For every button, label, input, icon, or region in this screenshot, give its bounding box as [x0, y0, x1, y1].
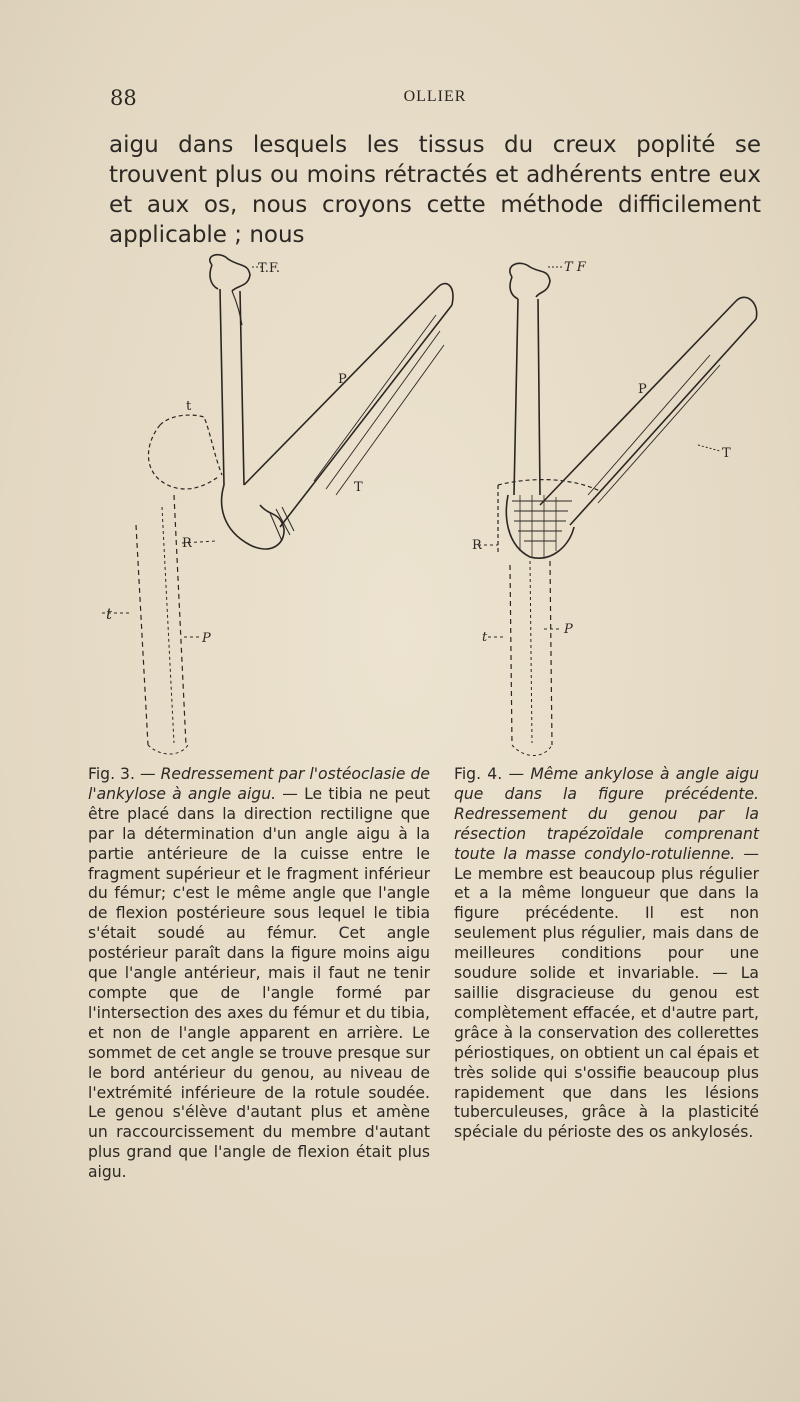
running-title: OLLIER	[403, 88, 467, 105]
fig4-caption-title: Même ankylose à angle aigu que dans la figure précédente. Redressement du genou par la résection trapézoïdale comprenant toute la masse condylo-rotulienne.	[454, 765, 759, 863]
fig3-label-t-upper: T	[354, 480, 363, 495]
fig3-label-p-lower: P	[202, 631, 211, 646]
anatomical-figures	[100, 245, 770, 765]
figure-4-illustration	[478, 263, 757, 755]
page-number: 88	[110, 86, 137, 110]
figure-4-labels	[472, 260, 731, 645]
fig4-caption-text: — Le membre est beaucoup plus régulier et a la même longueur que dans la figure précédente. Il est non seulement plus régulier, mais dans de meilleures conditions pour une soudure solide et invariable. — La saillie disgracieuse du genou est complètement effacée, et d'autre part, grâce à la conservation des collerettes périostiques, on obtient un cal épais et très solide qui s'ossifie beaucoup plus rapidement que dans les lésions tuberculeuses, grâce à la plasticité spéciale du périoste des os ankylosés.	[454, 844, 759, 1142]
figure-3-illustration	[100, 255, 453, 754]
body-paragraph: aigu dans lesquels les tissus du creux poplité se trouvent plus ou moins rétractés et adhérents entre eux et aux os, nous croyons cette méthode difficilement applicable ; nous	[109, 132, 761, 248]
fig4-label-tf: T F	[564, 260, 586, 275]
fig4-caption-label: Fig. 4. —	[454, 765, 531, 783]
figure-3-caption	[88, 765, 430, 1183]
fig4-label-r: R	[472, 538, 482, 553]
fig3-label-t-small: t	[186, 399, 192, 414]
fig3-caption-title: Redressement par l'ostéoclasie de l'ankylose à angle aigu.	[88, 765, 430, 803]
running-head	[110, 86, 760, 112]
fig4-label-p-lower: P	[564, 622, 573, 637]
fig3-label-r: R	[182, 536, 192, 551]
fig3-caption-text: — Le tibia ne peut être placé dans la direction rectiligne que par la détermination d'un angle aigu à la partie antérieure de la cuisse entre le fragment supérieur et le fragment inférieur du fémur; c'est le même angle que l'angle de flexion postérieure sous lequel le tibia s'était soudé au fémur. Cet angle postérieur paraît dans la figure moins aigu que l'angle antérieur, mais il faut ne tenir compte que de l'angle formé par l'intersection des axes du fémur et du tibia, et non de l'angle apparent en arrière. Le sommet de cet angle se trouve presque sur le bord antérieur du genou, au niveau de l'extrémité inférieure de la rotule soudée. Le genou s'élève d'autant plus et amène un raccourcissement du membre d'autant plus grand que l'angle de flexion était plus aigu.	[88, 784, 430, 1182]
fig3-label-tf: T.F.	[258, 261, 281, 276]
figure-3-labels	[106, 261, 363, 646]
fig3-label-t-lower: t	[106, 605, 113, 623]
fig3-label-p: P	[338, 372, 347, 387]
fig3-caption-label: Fig. 3. —	[88, 765, 161, 783]
fig4-label-p: P	[638, 382, 647, 397]
figure-4-caption	[454, 765, 759, 1143]
fig4-label-t-upper: T	[722, 446, 731, 461]
fig4-label-t-lower: t	[482, 630, 488, 645]
